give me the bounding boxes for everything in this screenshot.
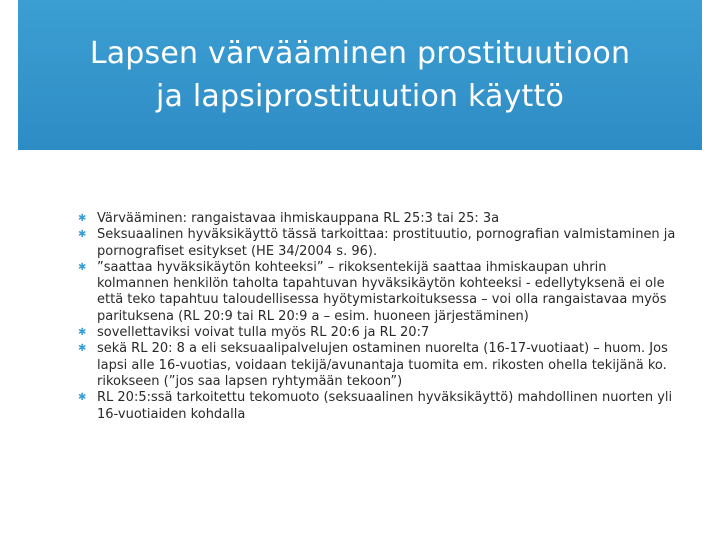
title-banner (18, 0, 702, 150)
asterisk-bullet-icon: ✱ (78, 392, 87, 404)
asterisk-bullet-icon: ✱ (78, 261, 87, 273)
bullet-text: sekä RL 20: 8 a eli seksuaalipalvelujen ostaminen nuorelta (16-17-vuotiaat) – huom. Jos lapsi alle 16-vuotias, voidaan tekijä/avunantaja tuomita em. rikosten ohella tekijänä ko. rikokseen (”jos saa lapsen ryhtymään tekoon”) (97, 341, 668, 389)
bullet-text: Värvääminen: rangaistavaa ihmiskauppana RL 25:3 tai 25: 3a (97, 211, 500, 226)
bullet-text: RL 20:5:ssä tarkoitettu tekomuoto (seksuaalinen hyväksikäyttö) mahdollinen nuorten yli 16-vuotiaiden kohdalla (97, 390, 673, 422)
asterisk-bullet-icon: ✱ (78, 229, 87, 241)
asterisk-bullet-icon: ✱ (78, 343, 87, 355)
bullet-item (78, 260, 678, 325)
bullet-item (78, 325, 678, 341)
slide-content (78, 211, 678, 423)
bullet-item (78, 390, 678, 423)
bullet-text: Seksuaalinen hyväksikäyttö tässä tarkoittaa: prostituutio, pornografian valmistaminen ja pornografiset esitykset (HE 34/2004 s. 96). (97, 227, 676, 259)
bullet-item (78, 227, 678, 260)
bullet-item (78, 341, 678, 390)
bullet-item (78, 211, 678, 227)
asterisk-bullet-icon: ✱ (78, 213, 87, 224)
slide-title: Lapsen värvääminen prostituutioon ja lapsiprostituution käyttö (89, 36, 631, 114)
bullet-text: sovellettaviksi voivat tulla myös RL 20:6 ja RL 20:7 (97, 325, 430, 341)
bullet-text: ”saattaa hyväksikäytön kohteeksi” – rikoksentekijä saattaa ihmiskaupan uhrin kolmannen henkilön taholta tapahtuvan hyväksikäytön kohteeksi - edellytyksenä ei ole että teko tapahtuu taloudellisessa hyötymistarkoituksessa – voi olla rangaistavaa myös parituksena (RL 20:9 tai RL 20:9 a – esim. huoneen järjestäminen) (97, 259, 667, 324)
bullet-list (78, 211, 678, 423)
asterisk-bullet-icon: ✱ (78, 327, 87, 339)
